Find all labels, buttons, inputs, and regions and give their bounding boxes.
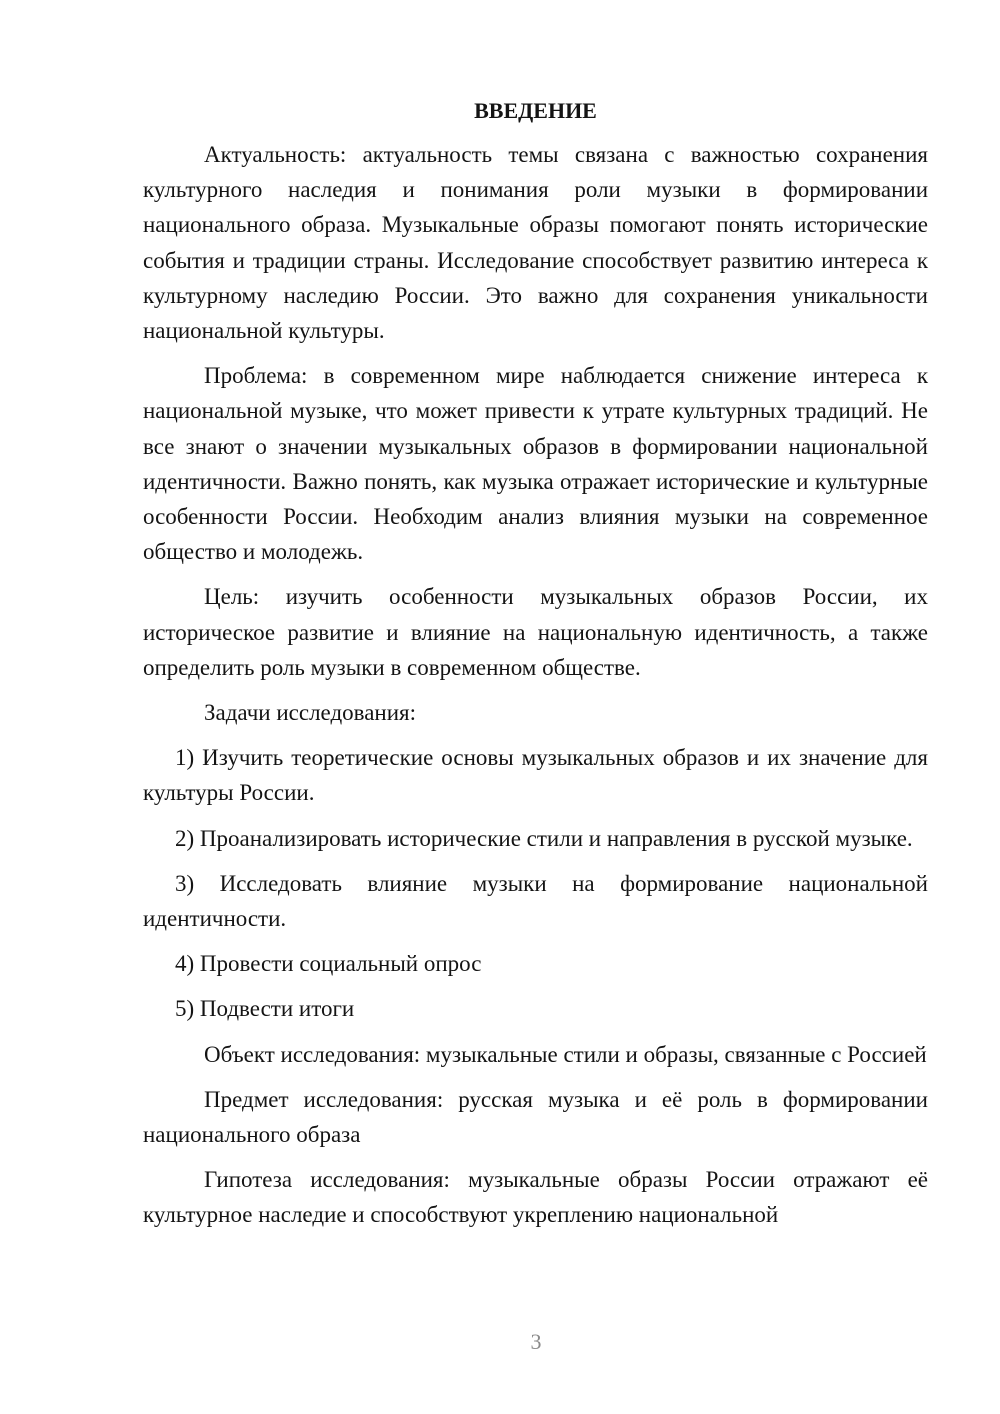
hypothesis-paragraph: Гипотеза исследования: музыкальные образы России отражают её культурное наследие и способствуют укреплению национальной: [143, 1167, 928, 1228]
relevance-paragraph: Актуальность: актуальность темы связана с важностью сохранения культурного наследия и понимания роли музыки в формировании национального образа. Музыкальные образы помогают понять исторические события и традиции страны. Исследование способствует развитию интереса к культурному наследию России. Это важно для сохранения уникальности национальной культуры.: [143, 142, 928, 344]
page-number: 3: [530, 1329, 542, 1354]
task-item-5: 5) Подвести итоги: [175, 996, 355, 1022]
tasks-heading: Задачи исследования:: [204, 700, 417, 726]
goal-paragraph: Цель: изучить особенности музыкальных образов России, их историческое развитие и влияние на национальную идентичность, а также определить роль музыки в современном обществе.: [143, 584, 928, 680]
task-item-2: 2) Проанализировать исторические стили и направления в русской музыке.: [175, 825, 913, 851]
problem-paragraph: Проблема: в современном мире наблюдается снижение интереса к национальной музыке, что может привести к утрате культурных традиций. Не все знают о значении музыкальных образов в формировании национальной идентичности. Важно понять, как музыка отражает исторические и культурные особенности России. Необходим анализ влияния музыки на современное общество и молодежь.: [143, 363, 928, 565]
subject-paragraph: Предмет исследования: русская музыка и её роль в формировании национального образа: [143, 1086, 928, 1148]
page-title: ВВЕДЕНИЕ: [474, 98, 597, 123]
task-item-4: 4) Провести социальный опрос: [175, 951, 482, 977]
task-item-1: 1) Изучить теоретические основы музыкальных образов и их значение для культуры России.: [143, 745, 928, 806]
object-paragraph: Объект исследования: музыкальные стили и образы, связанные с Россией: [204, 1041, 927, 1067]
task-item-3: 3) Исследовать влияние музыки на формирование национальной идентичности.: [143, 870, 928, 932]
page-content: [143, 95, 928, 1243]
